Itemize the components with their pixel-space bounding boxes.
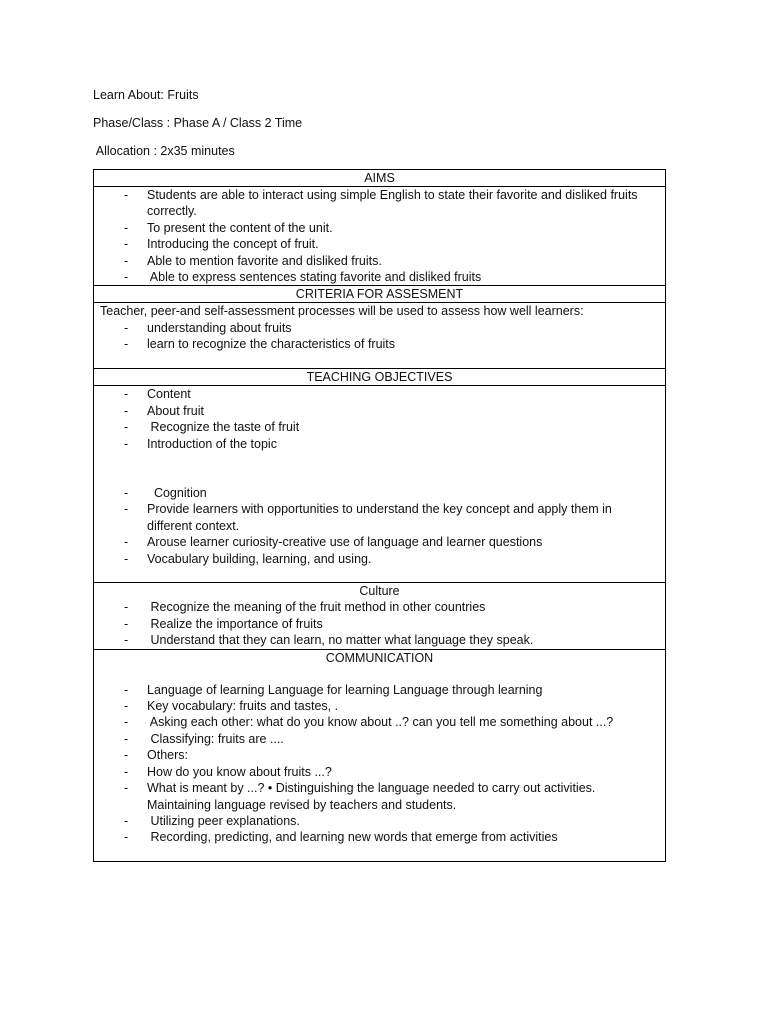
list-item: - Arouse learner curiosity-creative use of language and learner questions [94,534,665,550]
criteria-intro: Teacher, peer-and self-assessment processes will be used to assess how well learners: [100,304,584,319]
list-item: - Vocabulary building, learning, and using. [94,551,665,567]
list-item: - Understand that they can learn, no matter what language they speak. [94,632,665,648]
list-item: - To present the content of the unit. [94,220,665,236]
list-item: - Provide learners with opportunities to understand the key concept and apply them in different context. [94,501,665,534]
list-item: - Cognition [94,485,665,501]
culture-header: Culture [359,584,400,599]
list-item: - Classifying: fruits are .... [94,731,665,747]
objectives-section [94,386,665,583]
list-item: - About fruit [94,403,665,419]
list-item: - understanding about fruits [94,320,665,336]
culture-section [94,599,665,649]
aims-list [94,187,665,285]
objectives-header: TEACHING OBJECTIVES [94,369,665,386]
list-item: - Able to express sentences stating favorite and disliked fruits [94,269,665,285]
lesson-plan-table [93,169,666,862]
criteria-header: CRITERIA FOR ASSESMENT [94,286,665,303]
list-item: - What is meant by ...? • Distinguishing the language needed to carry out activities. Maintaining language revised by teachers and students. [94,780,665,813]
criteria-list [94,320,665,353]
list-item: - Recording, predicting, and learning new words that emerge from activities [94,829,665,845]
list-item: - Students are able to interact using simple English to state their favorite and disliked fruits correctly. [94,187,665,220]
list-item: - Able to mention favorite and disliked fruits. [94,253,665,269]
phase-class-line: Phase/Class : Phase A / Class 2 Time [93,116,303,130]
learn-about-line: Learn About: Fruits [93,88,199,102]
culture-list [94,599,665,648]
list-item: - Asking each other: what do you know about ..? can you tell me something about ...? [94,714,665,730]
communication-section [94,666,665,861]
list-item: - Introduction of the topic [94,436,665,452]
list-item: - Introducing the concept of fruit. [94,236,665,252]
list-item: - learn to recognize the characteristics of fruits [94,336,665,352]
aims-section [94,187,665,286]
list-item: - Realize the importance of fruits [94,616,665,632]
communication-list [94,682,665,846]
objectives-list-cognition [94,485,665,567]
list-item: - Content [94,386,665,402]
communication-header: COMMUNICATION [325,650,434,665]
aims-header: AIMS [94,170,665,187]
list-item: - Language of learning Language for learning Language through learning [94,682,665,698]
objectives-list-content [94,386,665,452]
list-item: - Others: [94,747,665,763]
list-item: - Key vocabulary: fruits and tastes, . [94,698,665,714]
list-item: - How do you know about fruits ...? [94,764,665,780]
list-item: - Recognize the taste of fruit [94,419,665,435]
criteria-section [94,303,665,369]
list-item: - Recognize the meaning of the fruit method in other countries [94,599,665,615]
allocation-line: Allocation : 2x35 minutes [93,144,235,158]
list-item: - Utilizing peer explanations. [94,813,665,829]
